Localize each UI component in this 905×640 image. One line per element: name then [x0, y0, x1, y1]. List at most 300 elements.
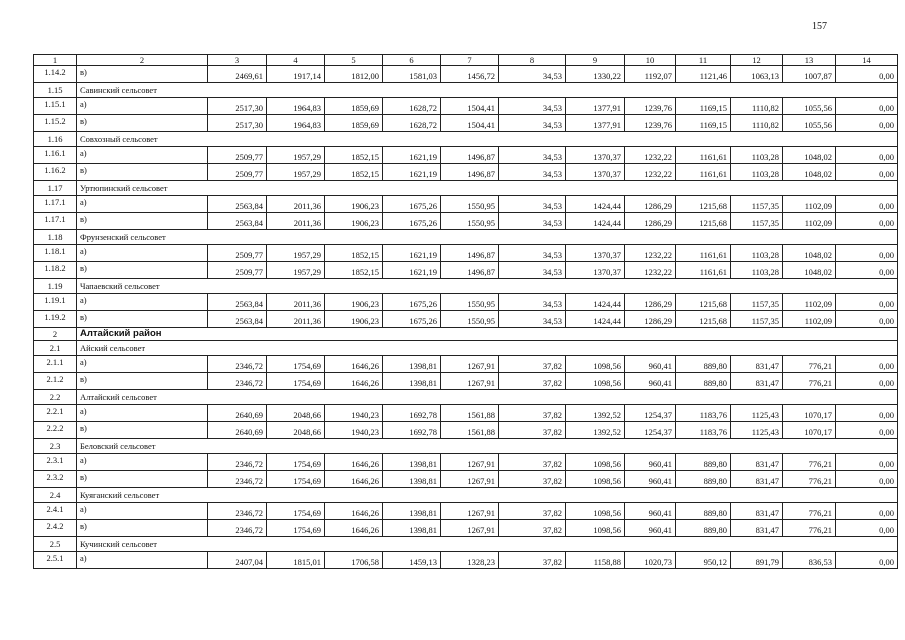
value-cell: 0,00: [836, 405, 898, 422]
value-cell: 1646,26: [325, 520, 383, 537]
column-header: 7: [441, 55, 499, 66]
value-cell: 34,53: [499, 164, 566, 181]
column-header: 2: [77, 55, 208, 66]
value-cell: 1906,23: [325, 311, 383, 328]
value-cell: 1161,61: [676, 147, 731, 164]
value-cell: 1754,69: [267, 503, 325, 520]
section-code: 2.3: [34, 439, 77, 454]
value-cell: 1158,88: [566, 552, 625, 569]
value-cell: 1754,69: [267, 356, 325, 373]
value-cell: 2011,36: [267, 196, 325, 213]
value-cell: 0,00: [836, 422, 898, 439]
value-cell: 831,47: [731, 520, 783, 537]
value-cell: 960,41: [625, 454, 676, 471]
value-cell: 1098,56: [566, 503, 625, 520]
value-cell: 1215,68: [676, 294, 731, 311]
value-cell: 1621,19: [383, 245, 441, 262]
section-code: 2.2: [34, 390, 77, 405]
value-cell: 1646,26: [325, 503, 383, 520]
value-cell: 1692,78: [383, 405, 441, 422]
row-label: а): [77, 147, 208, 164]
value-cell: 1621,19: [383, 164, 441, 181]
value-cell: 1267,91: [441, 471, 499, 488]
value-cell: 0,00: [836, 245, 898, 262]
value-cell: 1964,83: [267, 115, 325, 132]
section-row: [34, 537, 898, 552]
value-cell: 1957,29: [267, 147, 325, 164]
row-label: а): [77, 245, 208, 262]
value-cell: 889,80: [676, 471, 731, 488]
value-cell: 0,00: [836, 454, 898, 471]
value-cell: 1102,09: [783, 294, 836, 311]
value-cell: 1070,17: [783, 422, 836, 439]
value-cell: 1215,68: [676, 196, 731, 213]
row-code: 1.17.1: [34, 213, 77, 230]
value-cell: 1906,23: [325, 294, 383, 311]
value-cell: 960,41: [625, 373, 676, 390]
value-cell: 1239,76: [625, 115, 676, 132]
value-cell: 831,47: [731, 471, 783, 488]
value-cell: 1550,95: [441, 311, 499, 328]
section-title: Фрунзенский сельсовет: [77, 230, 898, 245]
table-row: [34, 164, 898, 181]
value-cell: 776,21: [783, 471, 836, 488]
value-cell: 0,00: [836, 115, 898, 132]
section-title: Айский сельсовет: [77, 341, 898, 356]
value-cell: 950,12: [676, 552, 731, 569]
value-cell: 1125,43: [731, 422, 783, 439]
value-cell: 960,41: [625, 520, 676, 537]
value-cell: 1157,35: [731, 213, 783, 230]
column-header: 13: [783, 55, 836, 66]
row-label: а): [77, 196, 208, 213]
value-cell: 2640,69: [208, 405, 267, 422]
value-cell: 2509,77: [208, 262, 267, 279]
value-cell: 776,21: [783, 503, 836, 520]
value-cell: 1561,88: [441, 405, 499, 422]
value-cell: 960,41: [625, 503, 676, 520]
section-title: Савинский сельсовет: [77, 83, 898, 98]
section-row: [34, 390, 898, 405]
value-cell: 889,80: [676, 520, 731, 537]
section-row: [34, 279, 898, 294]
column-header: 8: [499, 55, 566, 66]
value-cell: 1550,95: [441, 294, 499, 311]
value-cell: 1048,02: [783, 164, 836, 181]
value-cell: 1161,61: [676, 164, 731, 181]
value-cell: 34,53: [499, 115, 566, 132]
value-cell: 1232,22: [625, 262, 676, 279]
row-code: 2.2.2: [34, 422, 77, 439]
value-cell: 0,00: [836, 66, 898, 83]
value-cell: 1675,26: [383, 311, 441, 328]
section-code: 2.4: [34, 488, 77, 503]
row-label: в): [77, 311, 208, 328]
value-cell: 1330,22: [566, 66, 625, 83]
section-code: 1.19: [34, 279, 77, 294]
value-cell: 776,21: [783, 454, 836, 471]
value-cell: 776,21: [783, 373, 836, 390]
table-row: [34, 98, 898, 115]
column-header: 12: [731, 55, 783, 66]
value-cell: 776,21: [783, 520, 836, 537]
value-cell: 34,53: [499, 147, 566, 164]
value-cell: 1215,68: [676, 311, 731, 328]
value-cell: 1286,29: [625, 196, 676, 213]
row-code: 1.17.1: [34, 196, 77, 213]
value-cell: 2011,36: [267, 294, 325, 311]
section-title: Куяганский сельсовет: [77, 488, 898, 503]
value-cell: 34,53: [499, 311, 566, 328]
value-cell: 37,82: [499, 520, 566, 537]
value-cell: 1504,41: [441, 115, 499, 132]
value-cell: 2048,66: [267, 405, 325, 422]
section-title: Алтайский сельсовет: [77, 390, 898, 405]
table-row: [34, 245, 898, 262]
value-cell: 1957,29: [267, 262, 325, 279]
row-code: 1.18.2: [34, 262, 77, 279]
value-cell: 1125,43: [731, 405, 783, 422]
section-title: Уртюпинский сельсовет: [77, 181, 898, 196]
value-cell: 1456,72: [441, 66, 499, 83]
value-cell: 1398,81: [383, 454, 441, 471]
column-header: 4: [267, 55, 325, 66]
section-row: [34, 439, 898, 454]
value-cell: 1328,23: [441, 552, 499, 569]
value-cell: 1917,14: [267, 66, 325, 83]
value-cell: 1675,26: [383, 196, 441, 213]
value-cell: 1377,91: [566, 98, 625, 115]
value-cell: 1957,29: [267, 164, 325, 181]
value-cell: 1103,28: [731, 147, 783, 164]
value-cell: 1098,56: [566, 471, 625, 488]
value-cell: 34,53: [499, 294, 566, 311]
value-cell: 1496,87: [441, 147, 499, 164]
table-row: [34, 405, 898, 422]
value-cell: 1581,03: [383, 66, 441, 83]
value-cell: 2346,72: [208, 373, 267, 390]
value-cell: 1675,26: [383, 213, 441, 230]
value-cell: 34,53: [499, 66, 566, 83]
value-cell: 1859,69: [325, 115, 383, 132]
table-row: [34, 294, 898, 311]
value-cell: 1424,44: [566, 213, 625, 230]
value-cell: 1055,56: [783, 98, 836, 115]
section-title: Кучинский сельсовет: [77, 537, 898, 552]
value-cell: 1157,35: [731, 294, 783, 311]
value-cell: 889,80: [676, 503, 731, 520]
value-cell: 1254,37: [625, 405, 676, 422]
page-number: 157: [812, 21, 827, 32]
value-cell: 0,00: [836, 356, 898, 373]
value-cell: 1007,87: [783, 66, 836, 83]
value-cell: 2048,66: [267, 422, 325, 439]
row-label: в): [77, 520, 208, 537]
value-cell: 1424,44: [566, 311, 625, 328]
value-cell: 37,82: [499, 405, 566, 422]
value-cell: 1070,17: [783, 405, 836, 422]
value-cell: 889,80: [676, 356, 731, 373]
value-cell: 2509,77: [208, 245, 267, 262]
table-row: [34, 503, 898, 520]
value-cell: 0,00: [836, 196, 898, 213]
value-cell: 1121,46: [676, 66, 731, 83]
value-cell: 1254,37: [625, 422, 676, 439]
value-cell: 1646,26: [325, 471, 383, 488]
value-cell: 2346,72: [208, 356, 267, 373]
value-cell: 1621,19: [383, 262, 441, 279]
value-cell: 1496,87: [441, 245, 499, 262]
value-cell: 2563,84: [208, 311, 267, 328]
row-code: 2.4.2: [34, 520, 77, 537]
value-cell: 1098,56: [566, 454, 625, 471]
value-cell: 37,82: [499, 454, 566, 471]
section-row: [34, 341, 898, 356]
value-cell: 34,53: [499, 262, 566, 279]
value-cell: 1103,28: [731, 164, 783, 181]
value-cell: 1957,29: [267, 245, 325, 262]
value-cell: 2407,04: [208, 552, 267, 569]
district-title: Алтайский район: [77, 328, 898, 341]
district-row: [34, 328, 898, 341]
row-label: а): [77, 552, 208, 569]
value-cell: 1232,22: [625, 147, 676, 164]
value-cell: 0,00: [836, 311, 898, 328]
value-cell: 1098,56: [566, 520, 625, 537]
value-cell: 2346,72: [208, 471, 267, 488]
value-cell: 1063,13: [731, 66, 783, 83]
value-cell: 960,41: [625, 471, 676, 488]
tariff-table: [33, 54, 898, 569]
value-cell: 1055,56: [783, 115, 836, 132]
section-row: [34, 132, 898, 147]
row-code: 1.15.1: [34, 98, 77, 115]
value-cell: 1398,81: [383, 373, 441, 390]
value-cell: 2517,30: [208, 98, 267, 115]
value-cell: 1940,23: [325, 405, 383, 422]
value-cell: 1192,07: [625, 66, 676, 83]
table-row: [34, 311, 898, 328]
value-cell: 2011,36: [267, 213, 325, 230]
value-cell: 2563,84: [208, 213, 267, 230]
row-label: в): [77, 373, 208, 390]
header-row: [34, 55, 898, 66]
section-title: Совхозный сельсовет: [77, 132, 898, 147]
row-label: а): [77, 405, 208, 422]
row-label: в): [77, 262, 208, 279]
value-cell: 1048,02: [783, 245, 836, 262]
column-header: 3: [208, 55, 267, 66]
row-code: 2.1.1: [34, 356, 77, 373]
value-cell: 1102,09: [783, 196, 836, 213]
value-cell: 1267,91: [441, 356, 499, 373]
row-code: 2.5.1: [34, 552, 77, 569]
value-cell: 1161,61: [676, 245, 731, 262]
row-code: 2.3.1: [34, 454, 77, 471]
value-cell: 1157,35: [731, 311, 783, 328]
row-code: 1.19.1: [34, 294, 77, 311]
value-cell: 1267,91: [441, 520, 499, 537]
value-cell: 1183,76: [676, 405, 731, 422]
row-label: а): [77, 356, 208, 373]
row-code: 2.2.1: [34, 405, 77, 422]
row-code: 1.15.2: [34, 115, 77, 132]
value-cell: 1157,35: [731, 196, 783, 213]
value-cell: 1815,01: [267, 552, 325, 569]
value-cell: 1102,09: [783, 311, 836, 328]
table-row: [34, 373, 898, 390]
value-cell: 1183,76: [676, 422, 731, 439]
value-cell: 1964,83: [267, 98, 325, 115]
row-label: в): [77, 213, 208, 230]
value-cell: 0,00: [836, 471, 898, 488]
value-cell: 2469,61: [208, 66, 267, 83]
row-code: 2.3.2: [34, 471, 77, 488]
value-cell: 1370,37: [566, 147, 625, 164]
row-code: 1.18.1: [34, 245, 77, 262]
row-label: а): [77, 98, 208, 115]
value-cell: 1646,26: [325, 373, 383, 390]
value-cell: 1103,28: [731, 245, 783, 262]
value-cell: 0,00: [836, 164, 898, 181]
row-code: 1.14.2: [34, 66, 77, 83]
value-cell: 1754,69: [267, 471, 325, 488]
value-cell: 1370,37: [566, 245, 625, 262]
table-row: [34, 196, 898, 213]
table-row: [34, 552, 898, 569]
value-cell: 34,53: [499, 245, 566, 262]
value-cell: 1550,95: [441, 196, 499, 213]
row-label: в): [77, 422, 208, 439]
value-cell: 1267,91: [441, 454, 499, 471]
value-cell: 0,00: [836, 294, 898, 311]
value-cell: 1239,76: [625, 98, 676, 115]
table-row: [34, 66, 898, 83]
value-cell: 37,82: [499, 373, 566, 390]
value-cell: 1161,61: [676, 262, 731, 279]
value-cell: 1286,29: [625, 311, 676, 328]
value-cell: 1754,69: [267, 520, 325, 537]
value-cell: 0,00: [836, 147, 898, 164]
value-cell: 1370,37: [566, 262, 625, 279]
value-cell: 1496,87: [441, 164, 499, 181]
value-cell: 836,53: [783, 552, 836, 569]
value-cell: 2011,36: [267, 311, 325, 328]
value-cell: 1906,23: [325, 213, 383, 230]
row-label: в): [77, 164, 208, 181]
row-code: 1.19.2: [34, 311, 77, 328]
value-cell: 831,47: [731, 373, 783, 390]
value-cell: 37,82: [499, 552, 566, 569]
value-cell: 0,00: [836, 373, 898, 390]
value-cell: 1550,95: [441, 213, 499, 230]
column-header: 14: [836, 55, 898, 66]
value-cell: 1692,78: [383, 422, 441, 439]
value-cell: 889,80: [676, 454, 731, 471]
table-row: [34, 422, 898, 439]
value-cell: 1859,69: [325, 98, 383, 115]
value-cell: 1398,81: [383, 471, 441, 488]
value-cell: 1102,09: [783, 213, 836, 230]
value-cell: 2640,69: [208, 422, 267, 439]
column-header: 6: [383, 55, 441, 66]
table-row: [34, 454, 898, 471]
value-cell: 0,00: [836, 503, 898, 520]
value-cell: 1286,29: [625, 294, 676, 311]
value-cell: 2563,84: [208, 294, 267, 311]
value-cell: 1646,26: [325, 454, 383, 471]
value-cell: 34,53: [499, 196, 566, 213]
row-label: а): [77, 454, 208, 471]
value-cell: 1496,87: [441, 262, 499, 279]
value-cell: 2346,72: [208, 454, 267, 471]
value-cell: 1286,29: [625, 213, 676, 230]
value-cell: 34,53: [499, 98, 566, 115]
value-cell: 1424,44: [566, 294, 625, 311]
value-cell: 37,82: [499, 503, 566, 520]
value-cell: 0,00: [836, 213, 898, 230]
value-cell: 1398,81: [383, 520, 441, 537]
value-cell: 831,47: [731, 356, 783, 373]
value-cell: 1675,26: [383, 294, 441, 311]
row-code: 1.16.2: [34, 164, 77, 181]
value-cell: 2563,84: [208, 196, 267, 213]
table-row: [34, 115, 898, 132]
value-cell: 1392,52: [566, 422, 625, 439]
value-cell: 1852,15: [325, 147, 383, 164]
value-cell: 1754,69: [267, 373, 325, 390]
section-row: [34, 230, 898, 245]
table-row: [34, 262, 898, 279]
value-cell: 1169,15: [676, 98, 731, 115]
value-cell: 1754,69: [267, 454, 325, 471]
value-cell: 1940,23: [325, 422, 383, 439]
value-cell: 37,82: [499, 356, 566, 373]
value-cell: 1812,00: [325, 66, 383, 83]
value-cell: 0,00: [836, 520, 898, 537]
value-cell: 1621,19: [383, 147, 441, 164]
value-cell: 1370,37: [566, 164, 625, 181]
value-cell: 831,47: [731, 454, 783, 471]
value-cell: 1628,72: [383, 98, 441, 115]
section-code: 1.18: [34, 230, 77, 245]
section-code: 1.16: [34, 132, 77, 147]
value-cell: 37,82: [499, 422, 566, 439]
column-header: 9: [566, 55, 625, 66]
value-cell: 2509,77: [208, 147, 267, 164]
section-title: Беловский сельсовет: [77, 439, 898, 454]
value-cell: 889,80: [676, 373, 731, 390]
value-cell: 1169,15: [676, 115, 731, 132]
value-cell: 1852,15: [325, 164, 383, 181]
row-label: в): [77, 471, 208, 488]
value-cell: 1267,91: [441, 373, 499, 390]
value-cell: 1103,28: [731, 262, 783, 279]
value-cell: 1098,56: [566, 373, 625, 390]
value-cell: 1459,13: [383, 552, 441, 569]
row-code: 2.4.1: [34, 503, 77, 520]
row-code: 2.1.2: [34, 373, 77, 390]
row-label: в): [77, 66, 208, 83]
value-cell: 1906,23: [325, 196, 383, 213]
value-cell: 1110,82: [731, 115, 783, 132]
value-cell: 1646,26: [325, 356, 383, 373]
value-cell: 1392,52: [566, 405, 625, 422]
value-cell: 1048,02: [783, 262, 836, 279]
value-cell: 1852,15: [325, 245, 383, 262]
section-code: 2.1: [34, 341, 77, 356]
section-code: 2: [34, 328, 77, 341]
